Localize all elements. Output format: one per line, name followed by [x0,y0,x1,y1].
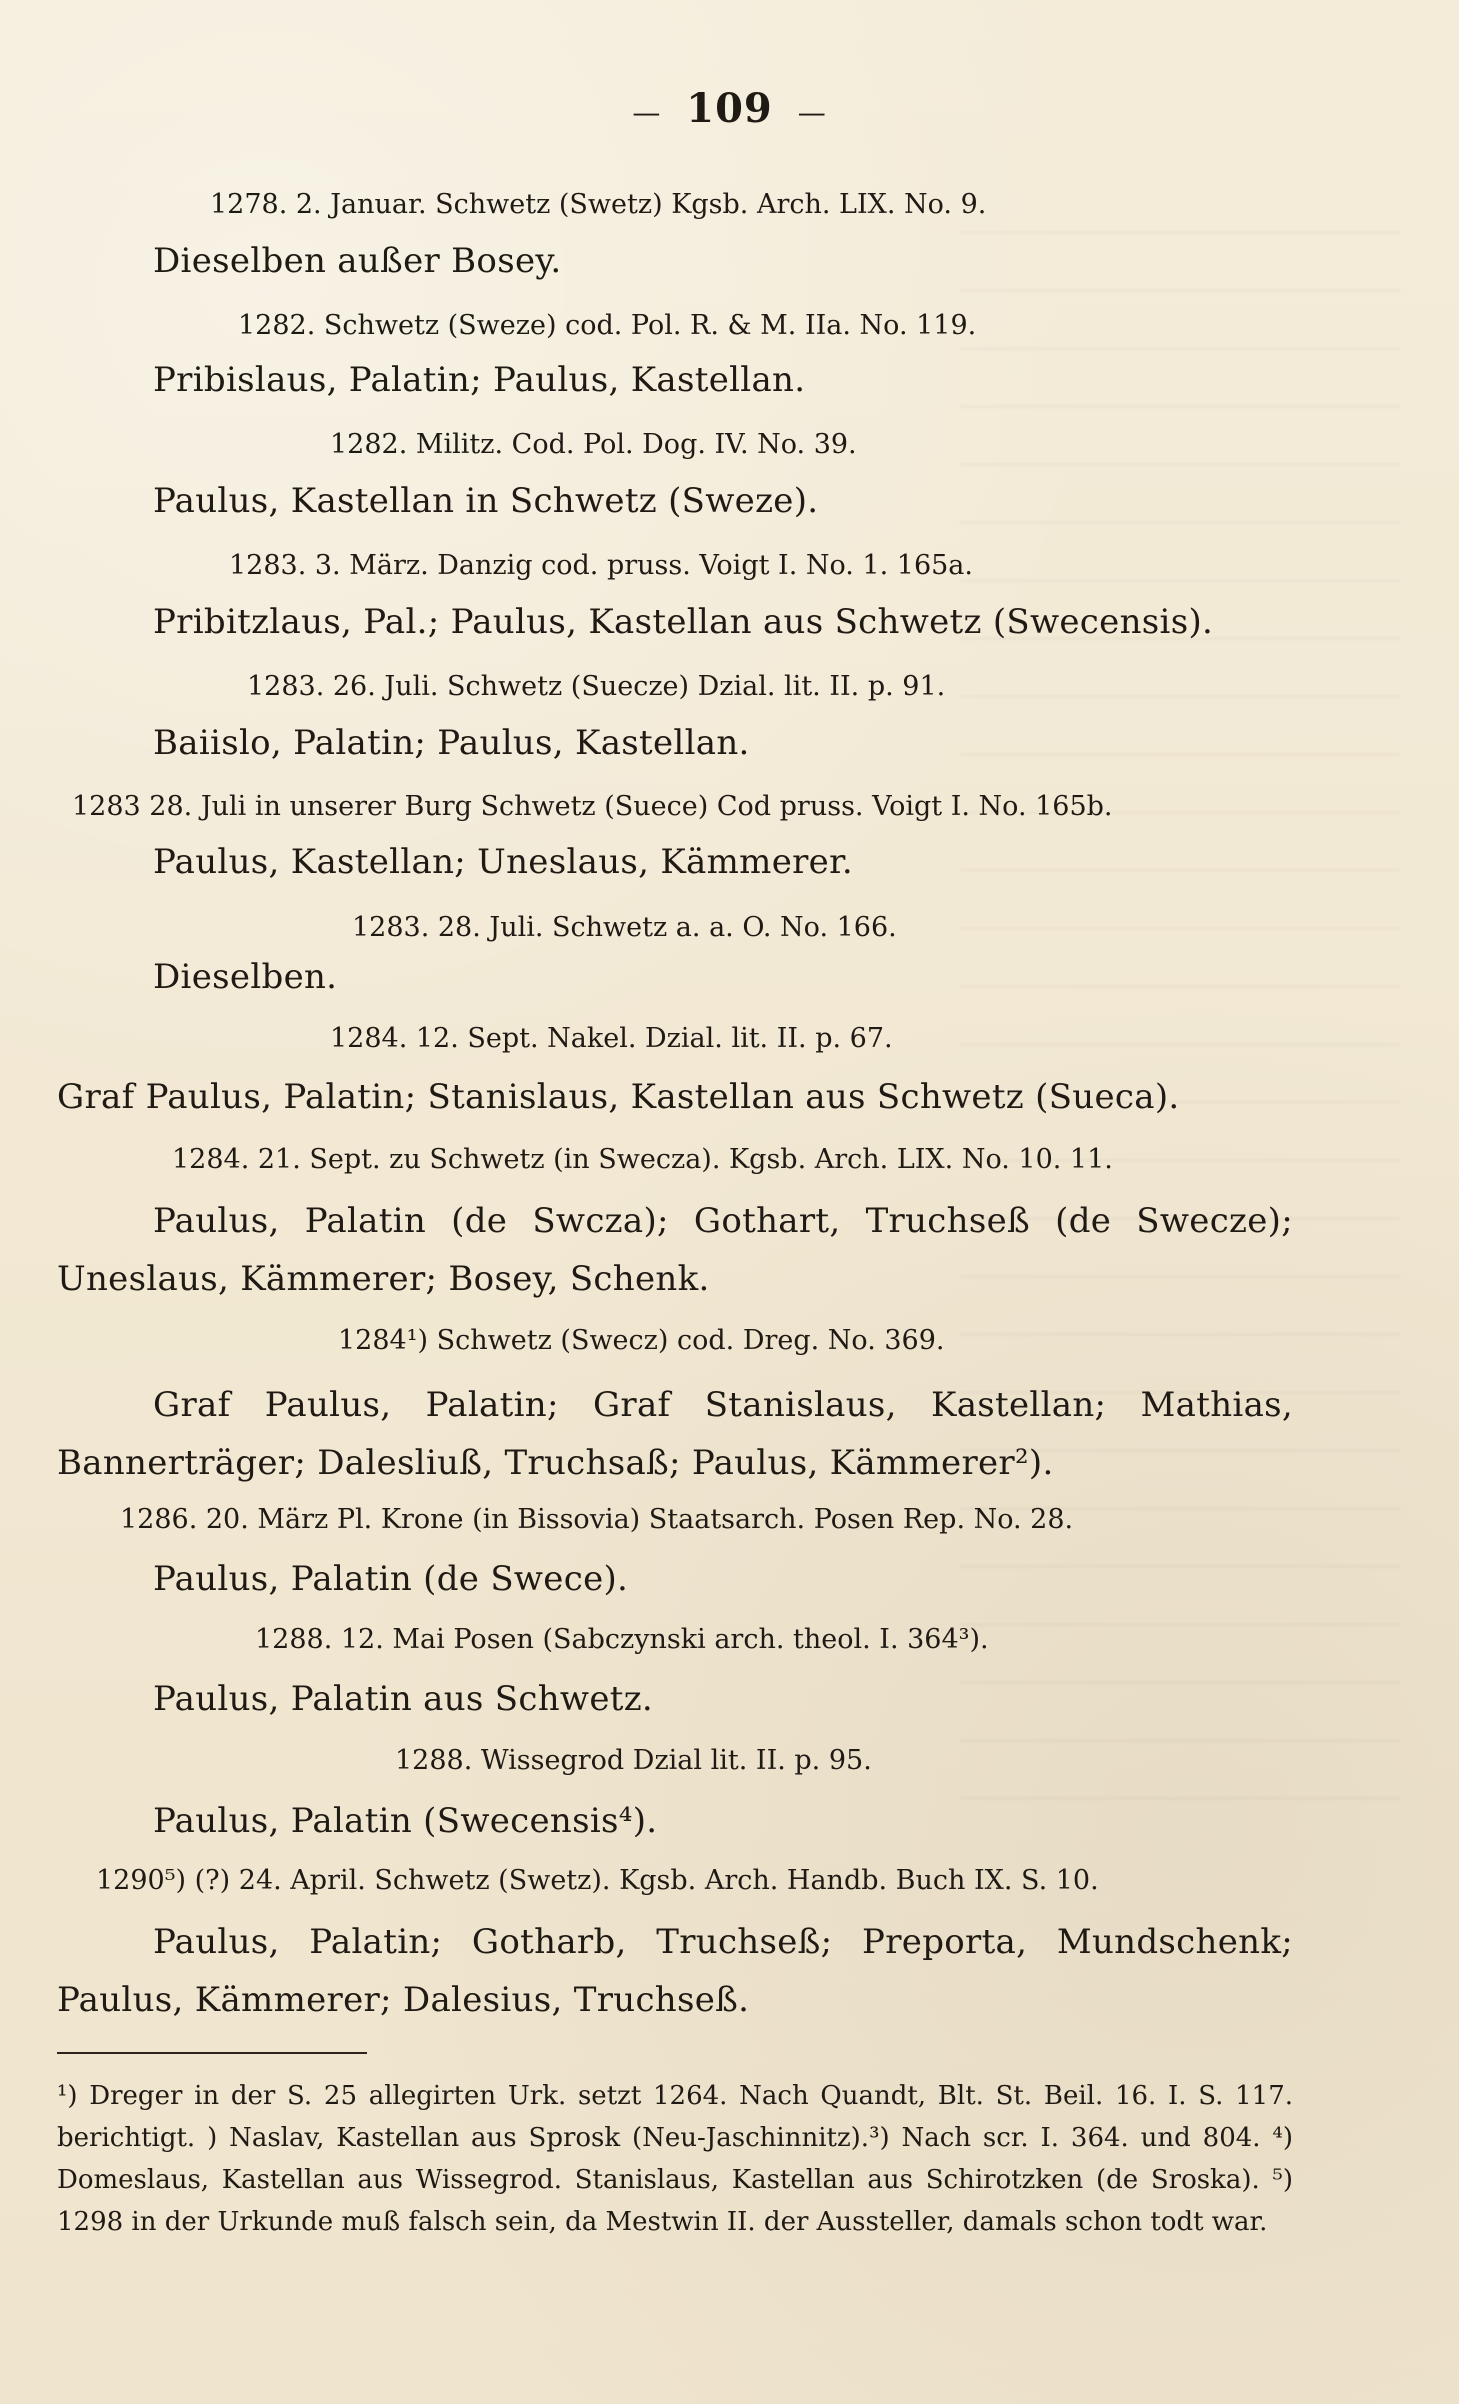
footnote-rule [57,2052,367,2054]
entry-names: Pribislaus, Palatin; Paulus, Kastellan. [153,360,806,400]
entry-names: Paulus, Palatin (de Swcza); Gothart, Truchseß (de Swecze); Uneslaus, Kämmerer; Bosey, Schenk. [57,1201,1293,1299]
page-number: 109 [686,85,773,132]
entry-names: Paulus, Palatin; Gotharb, Truchseß; Preporta, Mundschenk; Paulus, Kämmerer; Dalesius, Truchseß. [57,1922,1293,2020]
entry-names: Paulus, Palatin aus Schwetz. [153,1679,654,1719]
entry-names: Graf Paulus, Palatin; Stanislaus, Kastellan aus Schwetz (Sueca). [57,1077,1180,1117]
entry-reference: 1286. 20. März Pl. Krone (in Bissovia) Staatsarch. Posen Rep. No. 28. [120,1504,1074,1535]
entry-names: Baiislo, Palatin; Paulus, Kastellan. [153,723,750,763]
page-header [0,85,1459,132]
entry-names: Paulus, Palatin (de Swece). [153,1559,629,1599]
entry-reference: 1283. 26. Juli. Schwetz (Suecze) Dzial. lit. II. p. 91. [247,671,946,702]
entry-reference: 1284. 21. Sept. zu Schwetz (in Swecza). Kgsb. Arch. LIX. No. 10. 11. [172,1144,1113,1175]
entry-reference: 1284. 12. Sept. Nakel. Dzial. lit. II. p. 67. [330,1023,893,1054]
entry-names: Graf Paulus, Palatin; Graf Stanislaus, Kastellan; Mathias, Bannerträger; Dalesliuß, Truchsaß; Paulus, Kämmerer²). [57,1385,1293,1483]
show-through-text [960,200,1400,1800]
entry-names: Dieselben außer Bosey. [153,241,562,281]
footnotes [57,2075,1293,2243]
entry-names: Paulus, Palatin (Swecensis⁴). [153,1801,658,1841]
entry-reference: 1283. 3. März. Danzig cod. pruss. Voigt I. No. 1. 165a. [229,550,973,581]
entry-names: Paulus, Kastellan; Uneslaus, Kämmerer. [153,842,854,882]
entry-reference: 1288. Wissegrod Dzial lit. II. p. 95. [395,1745,872,1776]
entry-names: Dieselben. [153,957,338,997]
entry-names: Paulus, Kastellan in Schwetz (Sweze). [153,481,819,521]
entry-reference: 1282. Militz. Cod. Pol. Dog. IV. No. 39. [330,429,857,460]
entry-reference: 1283 28. Juli in unserer Burg Schwetz (Suece) Cod pruss. Voigt I. No. 165b. [72,791,1113,822]
entry-reference: 1278. 2. Januar. Schwetz (Swetz) Kgsb. Arch. LIX. No. 9. [210,189,987,220]
entry-reference: 1284¹) Schwetz (Swecz) cod. Dreg. No. 369. [338,1325,945,1356]
entry-names: Pribitzlaus, Pal.; Paulus, Kastellan aus Schwetz (Swecensis). [153,602,1214,642]
entry-reference: 1290⁵) (?) 24. April. Schwetz (Swetz). Kgsb. Arch. Handb. Buch IX. S. 10. [96,1865,1099,1896]
entry-reference: 1283. 28. Juli. Schwetz a. a. O. No. 166. [352,912,897,943]
footnote-text: ¹) Dreger in der S. 25 allegirten Urk. setzt 1264. Nach Quandt, Blt. St. Beil. 16. I. S. 117. berichtigt. ) Naslav, Kastellan aus Sprosk (Neu-Jaschinnitz).³) Nach scr. I. 364. und 804. ⁴) Domeslaus, Kastellan aus Wissegrod. Stanislaus, Kastellan aus Schirotzken (de Sroska). ⁵) 1298 in der Urkunde muß falsch sein, da Mestwin II. der Aussteller, damals schon todt war. [57,2081,1293,2237]
header-ornament-right: — [797,95,827,129]
entry-reference: 1288. 12. Mai Posen (Sabczynski arch. theol. I. 364³). [255,1624,989,1655]
entry-reference: 1282. Schwetz (Sweze) cod. Pol. R. & M. IIa. No. 119. [238,310,977,341]
header-ornament-left: — [632,95,662,129]
